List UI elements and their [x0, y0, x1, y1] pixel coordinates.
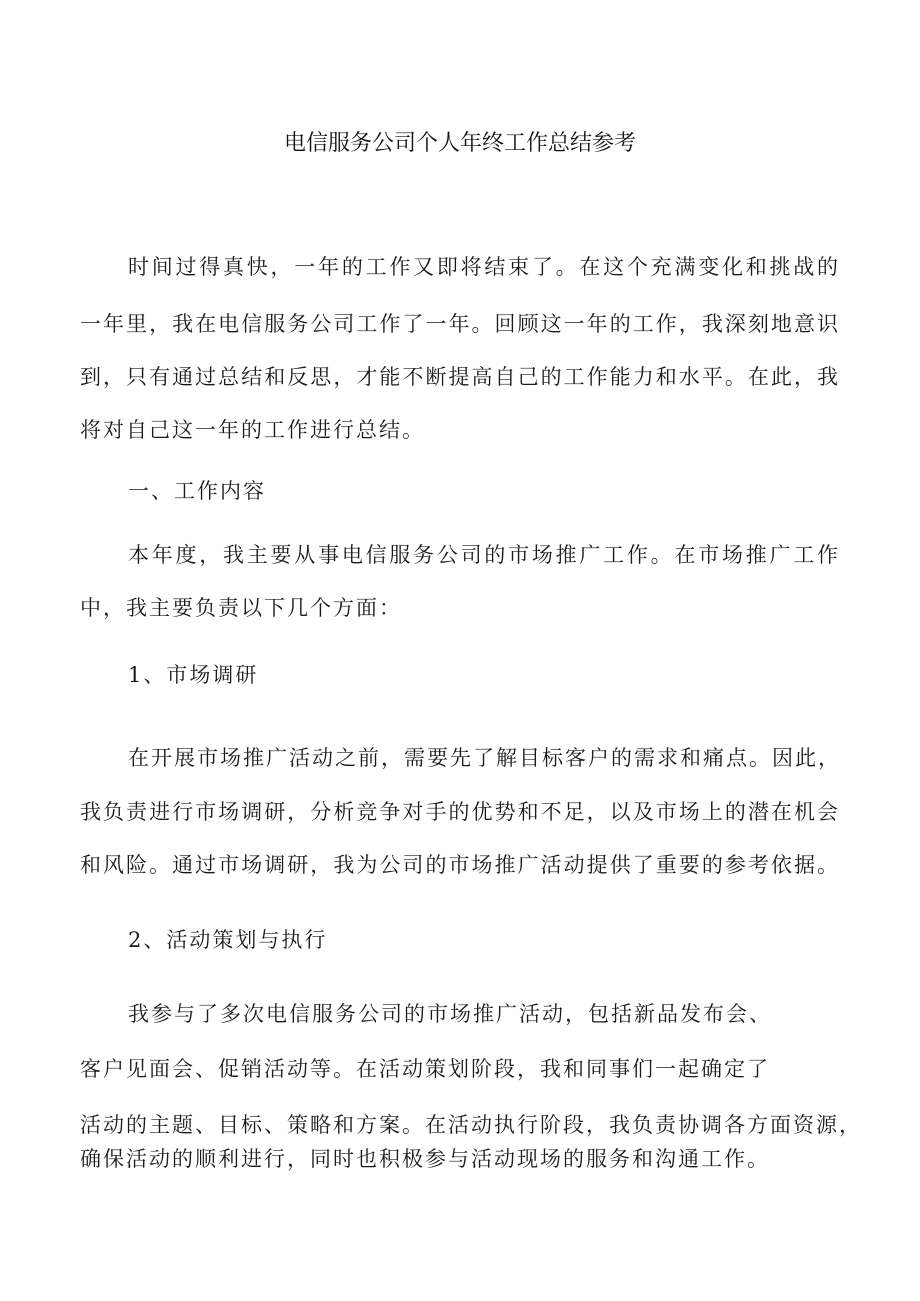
- item1-line-3: 和风险。通过市场调研，我为公司的市场推广活动提供了重要的参考依据。: [80, 853, 840, 877]
- intro-line-2: 一年里，我在电信服务公司工作了一年。回顾这一年的工作，我深刻地意识: [80, 312, 840, 336]
- intro-line-1: 时间过得真快，一年的工作又即将结束了。在这个充满变化和挑战的: [128, 255, 840, 279]
- item2-line-1: 我参与了多次电信服务公司的市场推广活动，包括新品发布会、: [128, 1002, 772, 1026]
- intro-line-4: 将对自己这一年的工作进行总结。: [80, 418, 425, 442]
- item-heading-market-research: 1、市场调研: [128, 663, 259, 687]
- section1-line-1: 本年度，我主要从事电信服务公司的市场推广工作。在市场推广工作: [128, 543, 840, 567]
- section1-line-2: 中，我主要负责以下几个方面：: [80, 596, 402, 620]
- item2-line-4: 确保活动的顺利进行，同时也积极参与活动现场的服务和沟通工作。: [80, 1147, 770, 1171]
- item2-line-2: 客户见面会、促销活动等。在活动策划阶段，我和同事们一起确定了: [80, 1057, 770, 1081]
- item1-line-1: 在开展市场推广活动之前，需要先了解目标客户的需求和痛点。因此，: [128, 746, 841, 770]
- item-heading-event-planning: 2、活动策划与执行: [128, 928, 328, 952]
- item1-line-2: 我负责进行市场调研，分析竞争对手的优势和不足，以及市场上的潜在机会: [80, 800, 840, 824]
- document-title: 电信服务公司个人年终工作总结参考: [283, 131, 636, 156]
- item2-line-3: 活动的主题、目标、策略和方案。在活动执行阶段，我负责协调各方面资源，: [80, 1113, 862, 1137]
- section-heading-work-content: 一、工作内容: [128, 479, 266, 503]
- intro-line-3: 到，只有通过总结和反思，才能不断提高自己的工作能力和水平。在此，我: [80, 365, 840, 389]
